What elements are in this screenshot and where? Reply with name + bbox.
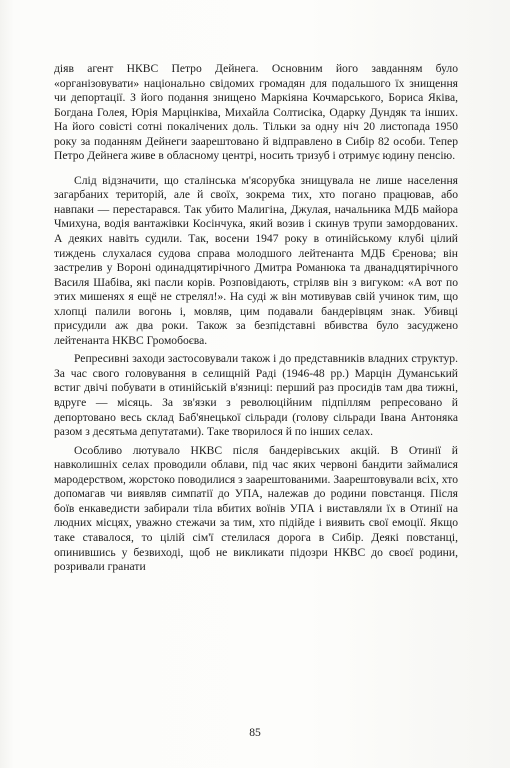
paragraph-1: діяв агент НКВС Петро Дейнега. Основним його завданням було «організовувати» національно свідомих громадян для подальшого їх знищення чи депортації. З його подання знищено Маркіяна Кочмарського, Бориса Яківа, Богдана Голея, Юрія Марцінківа, Михайла Солтисіка, Одарку Дундяк та інших. На його совісті сотні покалічених доль. Тільки за одну ніч 20 листопада 1950 року за поданням Дейнеги заарештовано й відправлено в Сибір 82 особи. Тепер Петро Дейнега живе в обласному центрі, носить тризуб і отримує юдину пенсію.	[54, 62, 458, 163]
paragraph-2: Слід відзначити, що сталінська м'ясорубка знищувала не лише населення загарбаних територій, але й своїх, зокрема тих, хто погано працював, або навпаки — перестарався. Так убито Малигіна, Джулая, начальника МДБ майора Чмихуна, водія вантажівки Косінчука, який возив і скинув трупи замордованих. А деяких навіть судили. Так, восени 1947 року в отинійському клубі цілий тиждень слухалася судова справа молодшого лейтенанта МДБ Єренова; він застрелив у Вороні одинадцятирічного Дмитра Романюка та дванадцятирічного Василя Шабіва, які пасли корів. Розповідають, стріляв він з вигуком: «А вот по этих мишенях я ещё не стрелял!». На суді ж він мотивував свій учинок тим, що хлопці палили вогонь і, мовляв, цим подавали бандерівцям знак. Убивці присудили аж два роки. Також за безпідставні вбивства було засуджено лейтенанта НКВС Громобоєва.	[54, 173, 458, 347]
page-number: 85	[249, 726, 261, 739]
page-body-text	[54, 62, 458, 579]
paragraph-4: Особливо лютувало НКВС після бандерівських акцій. В Отинії й навколишніх селах проводили облави, під час яких червоні бандити займалися мародерством, жорстоко поводилися з заарештованими. Заарештовували всіх, хто допомагав чи виявляв симпатії до УПА, належав до родини повстанця. Після боїв енкаведисти забирали тіла вбитих воїнів УПА і виставляли їх в Отинії на людних місцях, уважно стежачи за тим, хто підійде і виявить свої емоції. Якщо таке ставалося, то цілій сім'ї стелилася дорога в Сибір. Деякі повстанці, опинившись у безвиході, щоб не викликати підозри НКВС до своєї родини, розривали гранати	[54, 443, 458, 574]
paragraph-3: Репресивні заходи застосовували також і до представників владних структур. За час свого головування в селищній Раді (1946-48 рр.) Марцін Думанський встиг двічі побувати в отинійській в'язниці: перший раз просидів там два тижні, вдруге — місяць. За зв'язки з революційним підпіллям репресовано й депортовано весь склад Баб'янецької сільради (голову сільради Івана Антоняка разом з десятьма депутатами). Таке творилося й по інших селах.	[54, 352, 458, 439]
